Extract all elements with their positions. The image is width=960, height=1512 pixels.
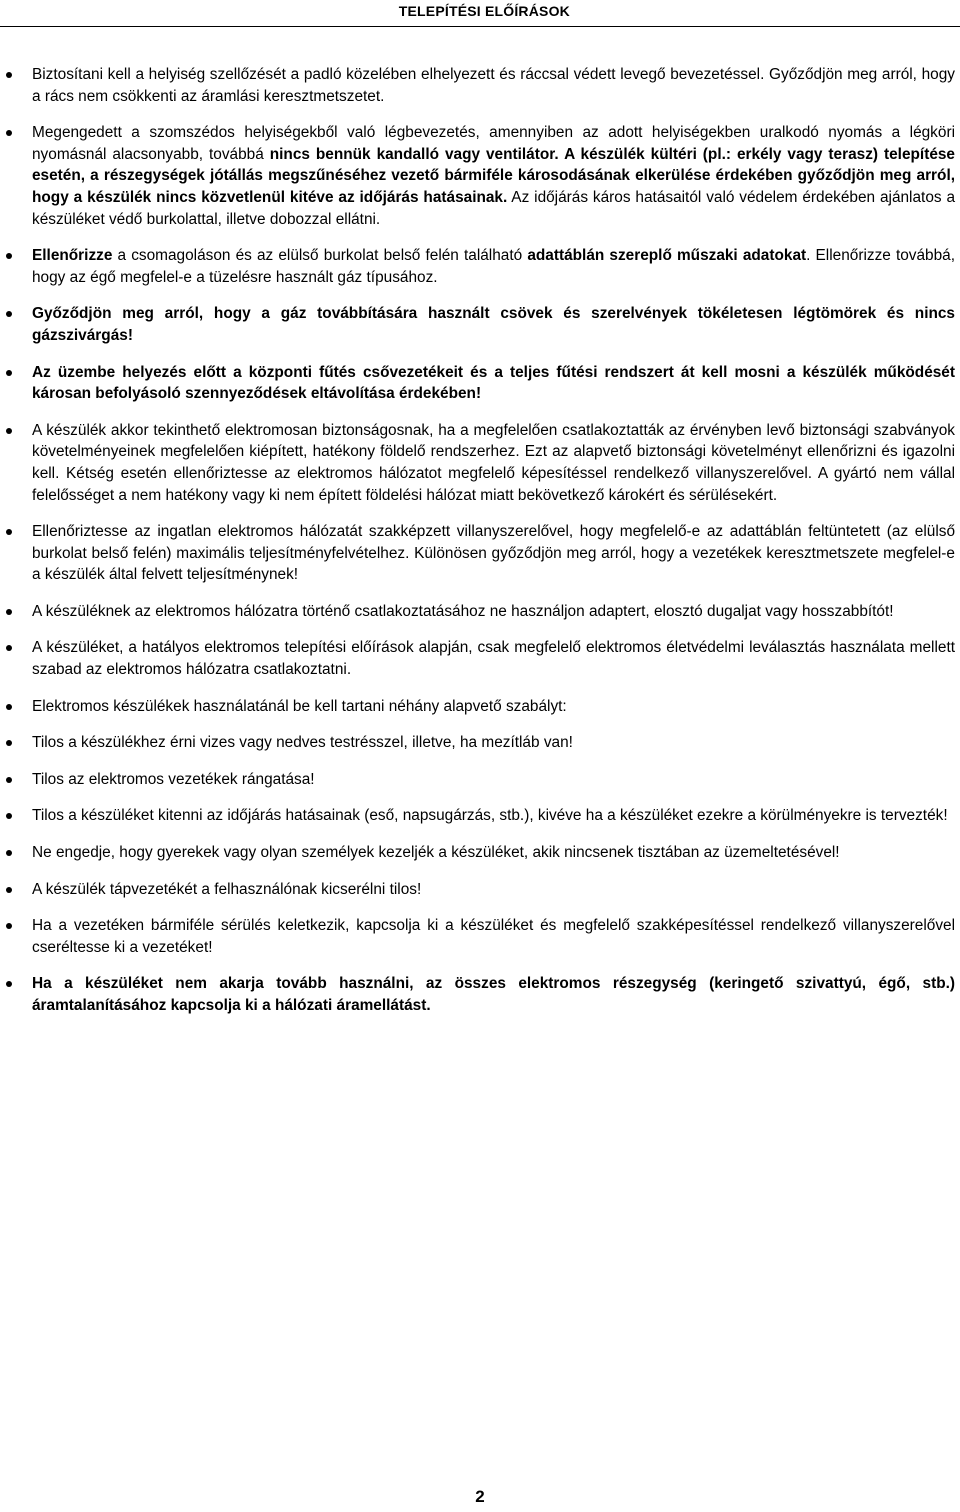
emphasized-text: nincs bennük kandalló vagy ventilátor. bbox=[269, 145, 559, 163]
list-item bbox=[0, 64, 960, 107]
body-text: . Ellenőrizze továbbá, hogy az égő megfelel-e a tüzelésre használt gáz típusához. bbox=[32, 247, 955, 286]
bullet-icon bbox=[6, 609, 12, 615]
bullet-icon bbox=[6, 529, 12, 535]
body-text: Elektromos készülékek használatánál be kell tartani néhány alapvető szabályt: bbox=[32, 697, 567, 715]
emphasized-text: A készülék kültéri (pl.: erkély vagy terasz) telepítése esetén, a részegységek jótállás megszűnéséhez vezető bármiféle károsodásának elkerülése érdekében győződjön meg arról, hogy a készülék nincs közvetlenül kitéve az időjárás hatásainak. bbox=[32, 145, 955, 206]
bullet-icon bbox=[6, 813, 12, 819]
bullet-icon bbox=[6, 887, 12, 893]
body-text: A készüléket, a hatályos elektromos telepítési előírások alapján, csak megfelelő elektromos életvédelmi leválasztás használata mellett szabad az elektromos hálózatra csatlakoztatni. bbox=[32, 639, 955, 679]
bullet-icon bbox=[6, 370, 12, 376]
bullet-icon bbox=[6, 130, 12, 136]
body-text: Tilos az elektromos vezetékek rángatása! bbox=[32, 770, 315, 788]
list-item bbox=[0, 915, 960, 958]
body-text: A készüléknek az elektromos hálózatra történő csatlakoztatásához ne használjon adaptert, elosztó dugaljat vagy hosszabbítót! bbox=[32, 602, 894, 620]
list-item bbox=[0, 420, 960, 506]
bullet-icon bbox=[6, 981, 12, 987]
bullet-icon bbox=[6, 645, 12, 651]
document-body bbox=[0, 64, 960, 1032]
installation-rules-list bbox=[0, 64, 960, 1017]
body-text: Ellenőriztesse az ingatlan elektromos hálózatát szakképzett villanyszerelővel, hogy megfelelő-e az adattáblán feltüntetett (az elülső burkolat belső felén) maximális teljesítményfelvételhez. Különösen győződjön meg arról, hogy a vezetékek keresztmetszete megfelel-e a készülék által felvett teljesítménynek! bbox=[32, 523, 955, 584]
bullet-icon bbox=[6, 850, 12, 856]
list-item bbox=[0, 842, 960, 864]
list-item bbox=[0, 732, 960, 754]
bullet-icon bbox=[6, 923, 12, 929]
body-text: A készülék akkor tekinthető elektromosan biztonságosnak, ha a megfelelően csatlakoztatták az érvényben levő biztonsági szabványok követelményeinek megfelelően kiépített, hatékony földelő rendszerhez. Ezt az alapvető biztonsági követelményt ellenőrizni és igazolni kell. Kétség esetén ellenőriztesse az elektromos hálózatot megfelelő képesítéssel rendelkező villanyszerelővel. A gyártó nem vállal felelősséget a nem hatékony vagy ki nem épített földelési hálózat miatt bekövetkező károkért és sérülésekért. bbox=[32, 421, 955, 504]
list-item bbox=[0, 521, 960, 586]
list-item bbox=[0, 879, 960, 901]
body-text: Tilos a készüléket kitenni az időjárás hatásainak (eső, napsugárzás, stb.), kivéve ha a készüléket ezekre a körülményekre is tervezték! bbox=[32, 807, 948, 825]
list-item bbox=[0, 303, 960, 346]
body-text: A készülék tápvezetékét a felhasználónak kicserélni tilos! bbox=[32, 880, 422, 898]
list-item bbox=[0, 637, 960, 680]
bullet-icon bbox=[6, 740, 12, 746]
page-header-title: TELEPÍTÉSI ELŐÍRÁSOK bbox=[398, 3, 570, 19]
page-number: 2 bbox=[475, 1487, 485, 1506]
body-text: Az időjárás káros hatásaitól való védelem érdekében ajánlatos a készüléket védő burkolattal, illetve dobozzal ellátni. bbox=[32, 188, 956, 228]
bullet-icon bbox=[6, 72, 12, 78]
emphasized-text: Ha a készüléket nem akarja tovább használni, az összes elektromos részegység (keringető szivattyú, égő, stb.) áramtalanításához kapcsolja ki a hálózati áramellátást. bbox=[32, 975, 955, 1014]
body-text: Megengedett a szomszédos helyiségekből való légbevezetés, amennyiben az adott helyiségekben uralkodó nyomás a légköri nyomásnál alacsonyabb, továbbá bbox=[32, 124, 955, 163]
emphasized-text: Az üzembe helyezés előtt a központi fűtés csővezetékeit és a teljes fűtési rendszert át kell mosni a készülék működését károsan befolyásoló szennyeződések eltávolítása érdekében! bbox=[32, 363, 955, 403]
list-item bbox=[0, 245, 960, 288]
bullet-icon bbox=[6, 777, 12, 783]
list-item bbox=[0, 973, 960, 1016]
list-item bbox=[0, 122, 960, 230]
list-item bbox=[0, 362, 960, 405]
bullet-icon bbox=[6, 428, 12, 434]
list-item bbox=[0, 769, 960, 791]
emphasized-text: Győződjön meg arról, hogy a gáz továbbítására használt csövek és szerelvények tökéletesen légtömörek és nincs gázszivárgás! bbox=[32, 305, 955, 344]
bullet-icon bbox=[6, 253, 12, 259]
emphasized-text: adattáblán szereplő műszaki adatokat bbox=[527, 247, 807, 265]
list-item bbox=[0, 805, 960, 827]
body-text: Tilos a készülékhez érni vizes vagy nedves testrésszel, illetve, ha mezítláb van! bbox=[32, 734, 573, 752]
bullet-icon bbox=[6, 704, 12, 710]
body-text: a csomagoláson és az elülső burkolat belső felén található bbox=[112, 247, 528, 265]
body-text: Ha a vezetéken bármiféle sérülés keletkezik, kapcsolja ki a készüléket és megfelelő szakképesítéssel rendelkező villanyszerelővel cseréltesse ki a vezetéket! bbox=[32, 917, 955, 956]
emphasized-text: Ellenőrizze bbox=[32, 247, 113, 265]
bullet-icon bbox=[6, 311, 12, 317]
body-text: Biztosítani kell a helyiség szellőzését a padló közelében elhelyezett és ráccsal védett levegő bevezetéssel. Győződjön meg arról, hogy a rács nem csökkenti az áramlási keresztmetszetet. bbox=[32, 66, 955, 105]
page-header bbox=[0, 0, 960, 27]
list-item bbox=[0, 601, 960, 623]
list-item bbox=[0, 696, 960, 718]
body-text: Ne engedje, hogy gyerekek vagy olyan személyek kezeljék a készüléket, akik nincsenek tisztában az üzemeltetésével! bbox=[32, 844, 840, 862]
